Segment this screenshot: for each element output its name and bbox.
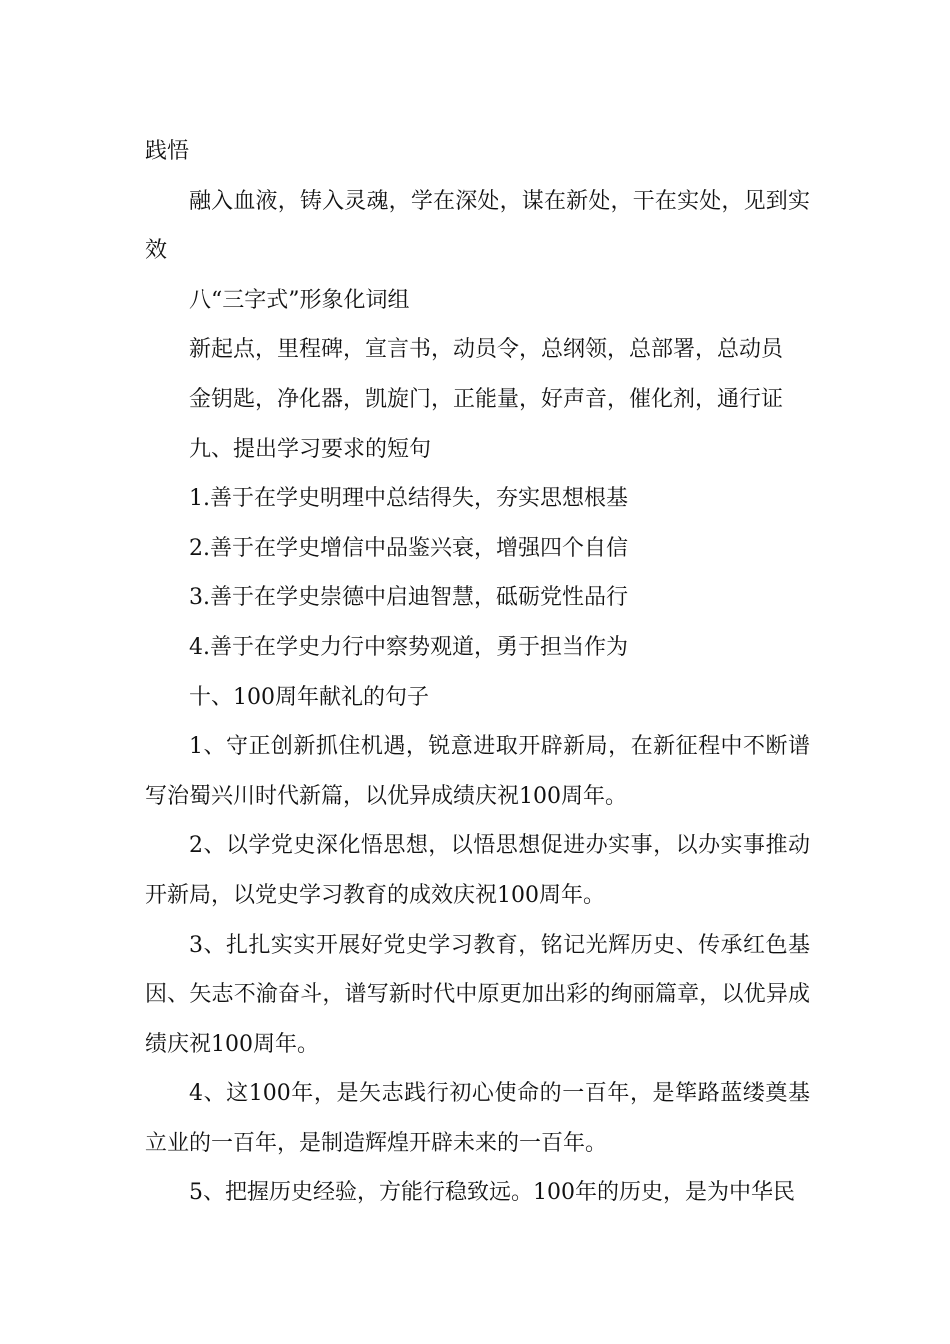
section-heading-8: 八“三字式”形象化词组: [189, 287, 410, 313]
paragraph-4: 新起点，里程碑，宣言书，动员令，总纲领，总部署，总动员: [189, 337, 784, 363]
list-item-3: 3.善于在学史崇德中启迪智慧，砥砺党性品行: [189, 585, 628, 611]
section-heading-10: 十、100周年献礼的句子: [189, 684, 429, 710]
sentence-1: 1、守正创新抓住机遇，锐意进取开辟新局，在新征程中不断谱写治蜀兴川时代新篇，以优异成绩庆祝100周年。: [145, 734, 810, 809]
sentence-3: 3、扎扎实实开展好党史学习教育，铭记光辉历史、传承红色基因、矢志不渝奋斗，谱写新时代中原更加出彩的绚丽篇章，以优异成绩庆祝100周年。: [145, 932, 810, 1057]
paragraph-1: 践悟: [145, 139, 190, 164]
list-item-2: 2.善于在学史增信中品鉴兴衰，增强四个自信: [189, 535, 628, 561]
sentence-5: 5、把握历史经验，方能行稳致远。100年的历史，是为中华民: [189, 1180, 795, 1206]
sentence-4: 4、这100年，是矢志践行初心使命的一百年，是筚路蓝缕奠基立业的一百年，是制造辉煌开辟未来的一百年。: [145, 1081, 810, 1156]
paragraph-5: 金钥匙，净化器，凯旋门，正能量，好声音，催化剂，通行证: [189, 386, 784, 412]
list-item-4: 4.善于在学史力行中察势观道，勇于担当作为: [189, 634, 628, 660]
paragraph-2: 融入血液，铸入灵魂，学在深处，谋在新处，干在实处，见到实效: [145, 188, 810, 264]
document-body: [145, 127, 810, 1218]
list-item-1: 1.善于在学史明理中总结得失，夯实思想根基: [189, 486, 628, 512]
sentence-2: 2、以学党史深化悟思想，以悟思想促进办实事，以办实事推动开新局，以党史学习教育的成效庆祝100周年。: [145, 833, 810, 908]
section-heading-9: 九、提出学习要求的短句: [189, 436, 432, 462]
